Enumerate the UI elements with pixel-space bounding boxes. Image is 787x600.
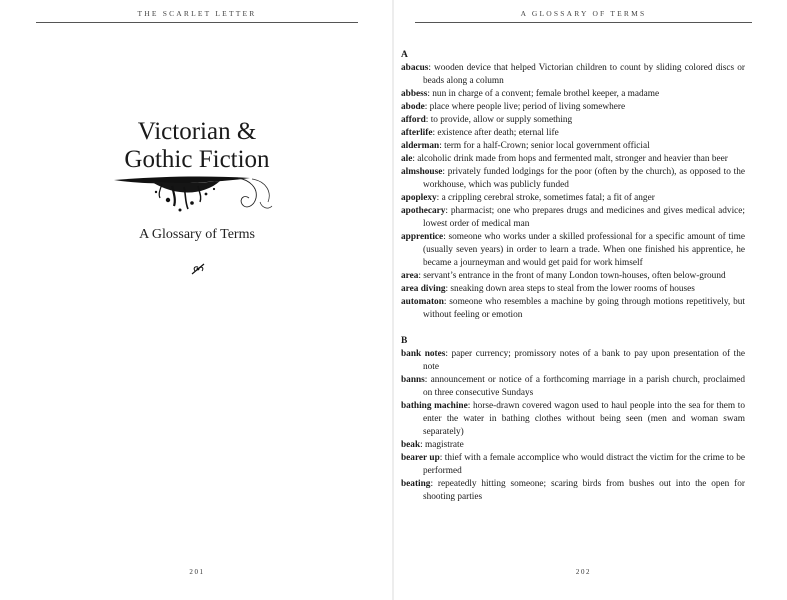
ink-splash-flourish-icon (110, 172, 290, 216)
entry-definition: : paper currency; promissory notes of a bank to pay upon presentation of the note (423, 349, 745, 372)
entry-definition: : pharmacist; one who prepares drugs and medicines and gives medical advice; lowest order of medical man (423, 206, 745, 229)
entry-term: ale (401, 154, 413, 164)
entry-definition: : existence after death; eternal life (432, 128, 559, 138)
glossary-entry (401, 127, 745, 140)
entry-term: automaton (401, 297, 444, 307)
entry-term: abbess (401, 89, 428, 99)
entry-term: apothecary (401, 206, 446, 216)
entry-term: banns (401, 375, 425, 385)
small-fleuron-icon (190, 262, 206, 276)
entry-definition: : someone who resembles a machine by going through motions repetitively, but without feeling or emotion (423, 297, 745, 320)
entry-definition: : sneaking down area steps to steal from the lower rooms of houses (445, 284, 695, 294)
entry-term: bank notes (401, 349, 446, 359)
glossary-entry (401, 439, 745, 452)
header-rule (415, 22, 752, 23)
title-line-1: Victorian & (137, 118, 257, 145)
entry-term: afterlife (401, 128, 433, 138)
entry-term: alderman (401, 141, 440, 151)
entry-definition: : repeatedly hitting someone; scaring birds from bushes out into the open for shooting parties (423, 479, 745, 502)
glossary-entry (401, 296, 745, 322)
left-page (0, 0, 393, 600)
page-title (36, 118, 358, 174)
glossary-entry (401, 283, 745, 296)
right-page (394, 0, 787, 600)
entry-definition: : announcement or notice of a forthcoming marriage in a parish church, proclaimed on three consecutive Sundays (423, 375, 745, 398)
section-letter: A (401, 50, 408, 60)
entry-term: area (401, 271, 419, 281)
page-number: 201 (189, 568, 205, 576)
page-number: 202 (575, 568, 592, 576)
entry-term: apprentice (401, 232, 444, 242)
entry-definition: : privately funded lodgings for the poor (often by the church), as opposed to the workhouse, which was publicly funded (423, 167, 745, 190)
section-spacer (401, 322, 745, 335)
entry-definition: : someone who works under a skilled professional for a specific amount of time (usually seven years) in order to learn a trade. When one finished his apprentice, he became a journeyman and would get paid for work himself (423, 232, 745, 268)
entry-definition: : to provide, allow or supply something (425, 115, 573, 125)
title-line-2: Gothic Fiction (124, 146, 270, 173)
entry-term: bathing machine (401, 401, 468, 411)
entry-term: abode (401, 102, 425, 112)
entry-term: abacus (401, 63, 429, 73)
entry-definition: : wooden device that helped Victorian children to count by sliding colored discs or beads along a column (423, 63, 745, 86)
glossary-entry (401, 374, 745, 400)
entry-term: beating (401, 479, 431, 489)
glossary-entry (401, 140, 745, 153)
glossary-entry (401, 166, 745, 192)
header-rule (36, 22, 358, 23)
entry-definition: : a crippling cerebral stroke, sometimes fatal; a fit of anger (436, 193, 655, 203)
glossary-entry (401, 452, 745, 478)
glossary-entry (401, 400, 745, 439)
entry-term: apoplexy (401, 193, 437, 203)
entry-definition: : alcoholic drink made from hops and fermented malt, stronger and heavier than beer (412, 154, 728, 164)
glossary-entry (401, 101, 745, 114)
entry-term: almshouse (401, 167, 443, 177)
entry-definition: : horse-drawn covered wagon used to haul people into the sea for them to enter the water in bathing clothes without being seen (men and woman swam separately) (423, 401, 745, 437)
glossary-entry (401, 270, 745, 283)
entry-definition: : servant’s entrance in the front of many London town-houses, often below-ground (418, 271, 726, 281)
page-subtitle: A Glossary of Terms (139, 227, 255, 242)
entry-definition: : place where people live; period of living somewhere (424, 102, 626, 112)
glossary-entry (401, 231, 745, 270)
glossary-entry (401, 478, 745, 504)
entry-definition: : magistrate (420, 440, 464, 450)
entry-definition: : thief with a female accomplice who would distract the victim for the crime to be performed (423, 453, 745, 476)
entry-term: area diving (401, 284, 446, 294)
running-head: THE SCARLET LETTER (137, 9, 257, 18)
glossary-entry (401, 205, 745, 231)
section-letter: B (401, 336, 408, 346)
entry-term: bearer up (401, 453, 440, 463)
entry-term: beak (401, 440, 421, 450)
running-head: A GLOSSARY OF TERMS (520, 9, 647, 18)
glossary-entry (401, 348, 745, 374)
glossary-entry (401, 192, 745, 205)
entry-definition: : term for a half-Crown; senior local government official (439, 141, 650, 151)
entry-term: afford (401, 115, 426, 125)
glossary-list (401, 49, 745, 504)
glossary-entry (401, 114, 745, 127)
entry-definition: : nun in charge of a convent; female brothel keeper, a madame (427, 89, 660, 99)
glossary-entry (401, 153, 745, 166)
glossary-entry (401, 62, 745, 88)
glossary-entry (401, 88, 745, 101)
